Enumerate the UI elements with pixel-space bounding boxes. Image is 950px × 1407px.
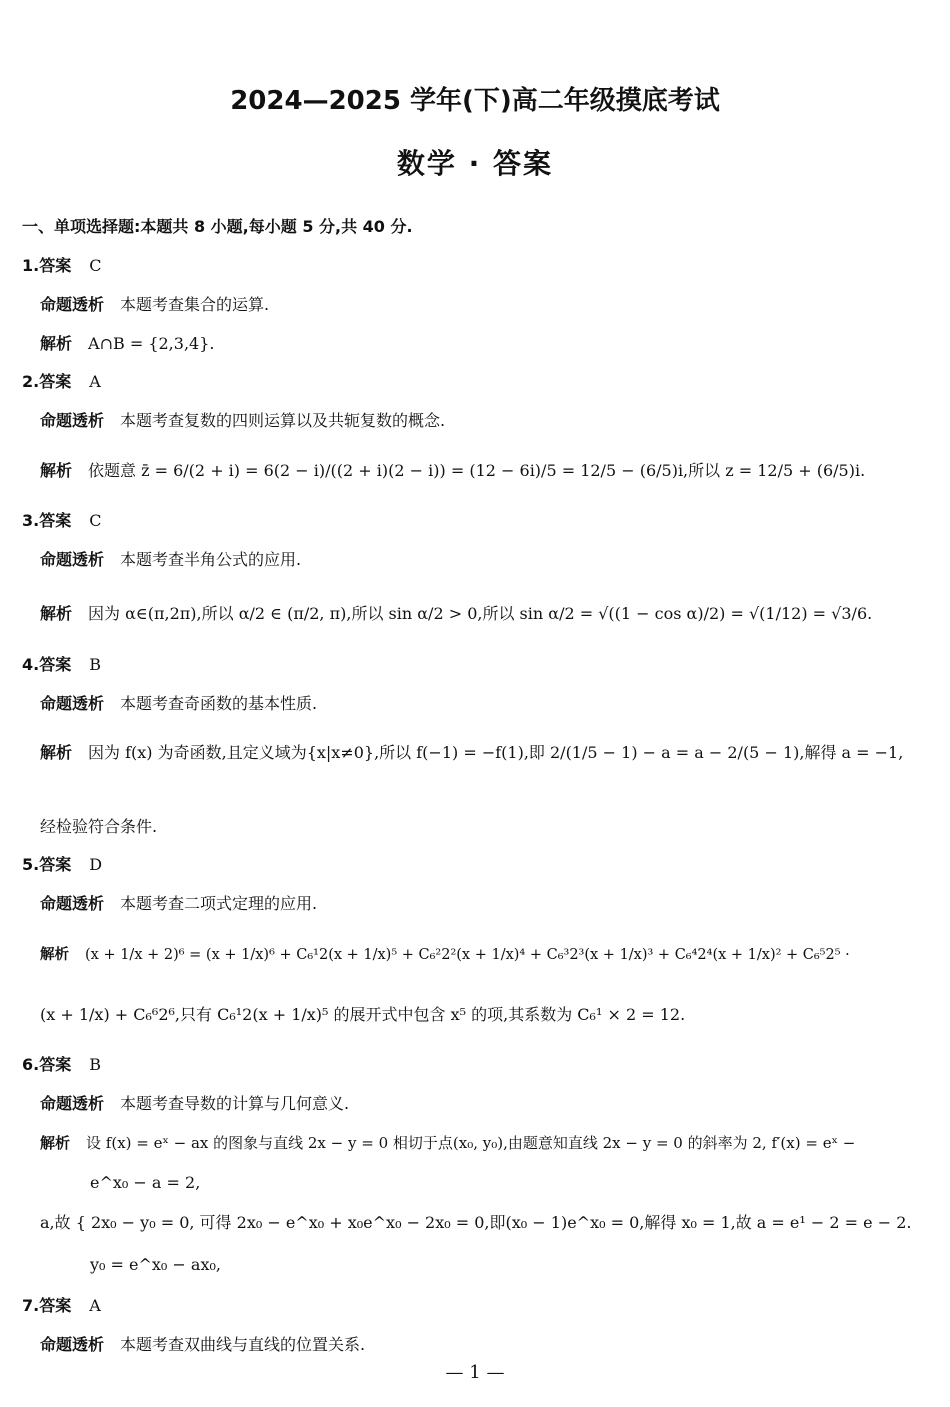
intro-label: 命题透析 [40, 1094, 105, 1113]
q7-answer: A [89, 1296, 101, 1315]
q7-number: 7. [22, 1296, 40, 1315]
solution-label: 解析 [40, 604, 73, 623]
answer-label: 答案 [39, 655, 72, 674]
answer-label: 答案 [39, 511, 72, 530]
intro-label: 命题透析 [40, 411, 105, 430]
solution-label: 解析 [40, 461, 73, 480]
q5-solution-continued: (x + 1/x) + C₆⁶2⁶,只有 C₆¹2(x + 1/x)⁵ 的展开式中包含 x⁵ 的项,其系数为 C₆¹ × 2 = 12. [40, 1005, 686, 1024]
q2-intro-line [40, 410, 445, 432]
q3-solution-line [40, 603, 872, 625]
q2-answer: A [89, 372, 101, 391]
q4-answer: B [89, 655, 101, 674]
q2-answer-line [22, 371, 101, 393]
q4-intro: 本题考查奇函数的基本性质. [120, 694, 318, 713]
q4-solution: 因为 f(x) 为奇函数,且定义域为{x|x≠0},所以 f(−1) = −f(1),即 2/(1/5 − 1) − a = a − 2/(5 − 1),解得 a = −1, [88, 743, 904, 762]
q1-solution-line [40, 333, 214, 355]
q1-answer-line [22, 255, 101, 277]
q5-answer: D [89, 855, 103, 874]
q6-system-eq2: a,故 { 2x₀ − y₀ = 0, 可得 2x₀ − e^x₀ + x₀e^x₀ − 2x₀ = 0,即(x₀ − 1)e^x₀ = 0,解得 x₀ = 1,故 a = e¹ − 2 = e − 2. [40, 1213, 912, 1232]
q2-solution: 依题意 z̄ = 6/(2 + i) = 6(2 − i)/((2 + i)(2 − i)) = (12 − 6i)/5 = 12/5 − (6/5)i,所以 z = 12/5 + (6/5)i. [88, 461, 866, 480]
q5-intro-line [40, 893, 317, 915]
intro-label: 命题透析 [40, 894, 105, 913]
q5-solution-line [40, 944, 850, 966]
q6-answer-line [22, 1054, 101, 1076]
q7-intro: 本题考查双曲线与直线的位置关系. [120, 1335, 366, 1354]
answer-label: 答案 [39, 855, 72, 874]
q1-intro-line [40, 294, 269, 316]
q6-intro-line [40, 1093, 349, 1115]
q6-solution: 设 f(x) = eˣ − ax 的图象与直线 2x − y = 0 相切于点(x₀, y₀),由题意知直线 2x − y = 0 的斜率为 2, f′(x) = eˣ − [86, 1134, 856, 1152]
q6-number: 6. [22, 1055, 40, 1074]
q2-solution-line [40, 460, 865, 482]
q6-system-eq1: e^x₀ − a = 2, [90, 1173, 201, 1192]
q6-intro: 本题考查导数的计算与几何意义. [120, 1094, 350, 1113]
solution-label: 解析 [40, 1134, 71, 1152]
q2-intro: 本题考查复数的四则运算以及共轭复数的概念. [120, 411, 446, 430]
intro-label: 命题透析 [40, 550, 105, 569]
section-heading: 一、单项选择题:本题共 8 小题,每小题 5 分,共 40 分. [22, 217, 413, 236]
solution-label: 解析 [40, 334, 73, 353]
q4-intro-line [40, 693, 317, 715]
intro-label: 命题透析 [40, 295, 105, 314]
q3-solution: 因为 α∈(π,2π),所以 α/2 ∈ (π/2, π),所以 sin α/2 > 0,所以 sin α/2 = √((1 − cos α)/2) = √(1/12) = √3/6. [88, 604, 873, 623]
answer-label: 答案 [39, 256, 72, 275]
q1-number: 1. [22, 256, 40, 275]
q7-answer-line [22, 1295, 101, 1317]
q6-system-eq3: y₀ = e^x₀ − ax₀, [90, 1255, 221, 1274]
q3-answer: C [89, 511, 102, 530]
page-number: — 1 — [445, 1362, 505, 1383]
q6-answer: B [89, 1055, 101, 1074]
q5-answer-line [22, 854, 102, 876]
answer-label: 答案 [39, 1296, 72, 1315]
q3-answer-line [22, 510, 101, 532]
q4-solution-continued: 经检验符合条件. [40, 817, 158, 836]
solution-label: 解析 [40, 743, 73, 762]
answer-label: 答案 [39, 1055, 72, 1074]
solution-label: 解析 [40, 947, 69, 963]
q7-intro-line [40, 1334, 365, 1356]
q5-intro: 本题考查二项式定理的应用. [120, 894, 318, 913]
q4-answer-line [22, 654, 101, 676]
intro-label: 命题透析 [40, 694, 105, 713]
q1-intro: 本题考查集合的运算. [120, 295, 270, 314]
exam-subtitle: 数学 · 答案 [396, 147, 554, 180]
q1-solution: A∩B = {2,3,4}. [88, 334, 215, 353]
q3-intro-line [40, 549, 301, 571]
q4-solution-line [40, 742, 903, 764]
q2-number: 2. [22, 372, 40, 391]
q4-number: 4. [22, 655, 40, 674]
q6-solution-line [40, 1132, 855, 1154]
q3-number: 3. [22, 511, 40, 530]
q5-number: 5. [22, 855, 40, 874]
q5-solution: (x + 1/x + 2)⁶ = (x + 1/x)⁶ + C₆¹2(x + 1/x)⁵ + C₆²2²(x + 1/x)⁴ + C₆³2³(x + 1/x)³ + C₆⁴2⁴(x + 1/x)² + C₆⁵2⁵ · [85, 947, 850, 963]
q3-intro: 本题考查半角公式的应用. [120, 550, 302, 569]
intro-label: 命题透析 [40, 1335, 105, 1354]
exam-title: 2024—2025 学年(下)高二年级摸底考试 [230, 86, 720, 116]
q1-answer: C [89, 256, 102, 275]
answer-label: 答案 [39, 372, 72, 391]
